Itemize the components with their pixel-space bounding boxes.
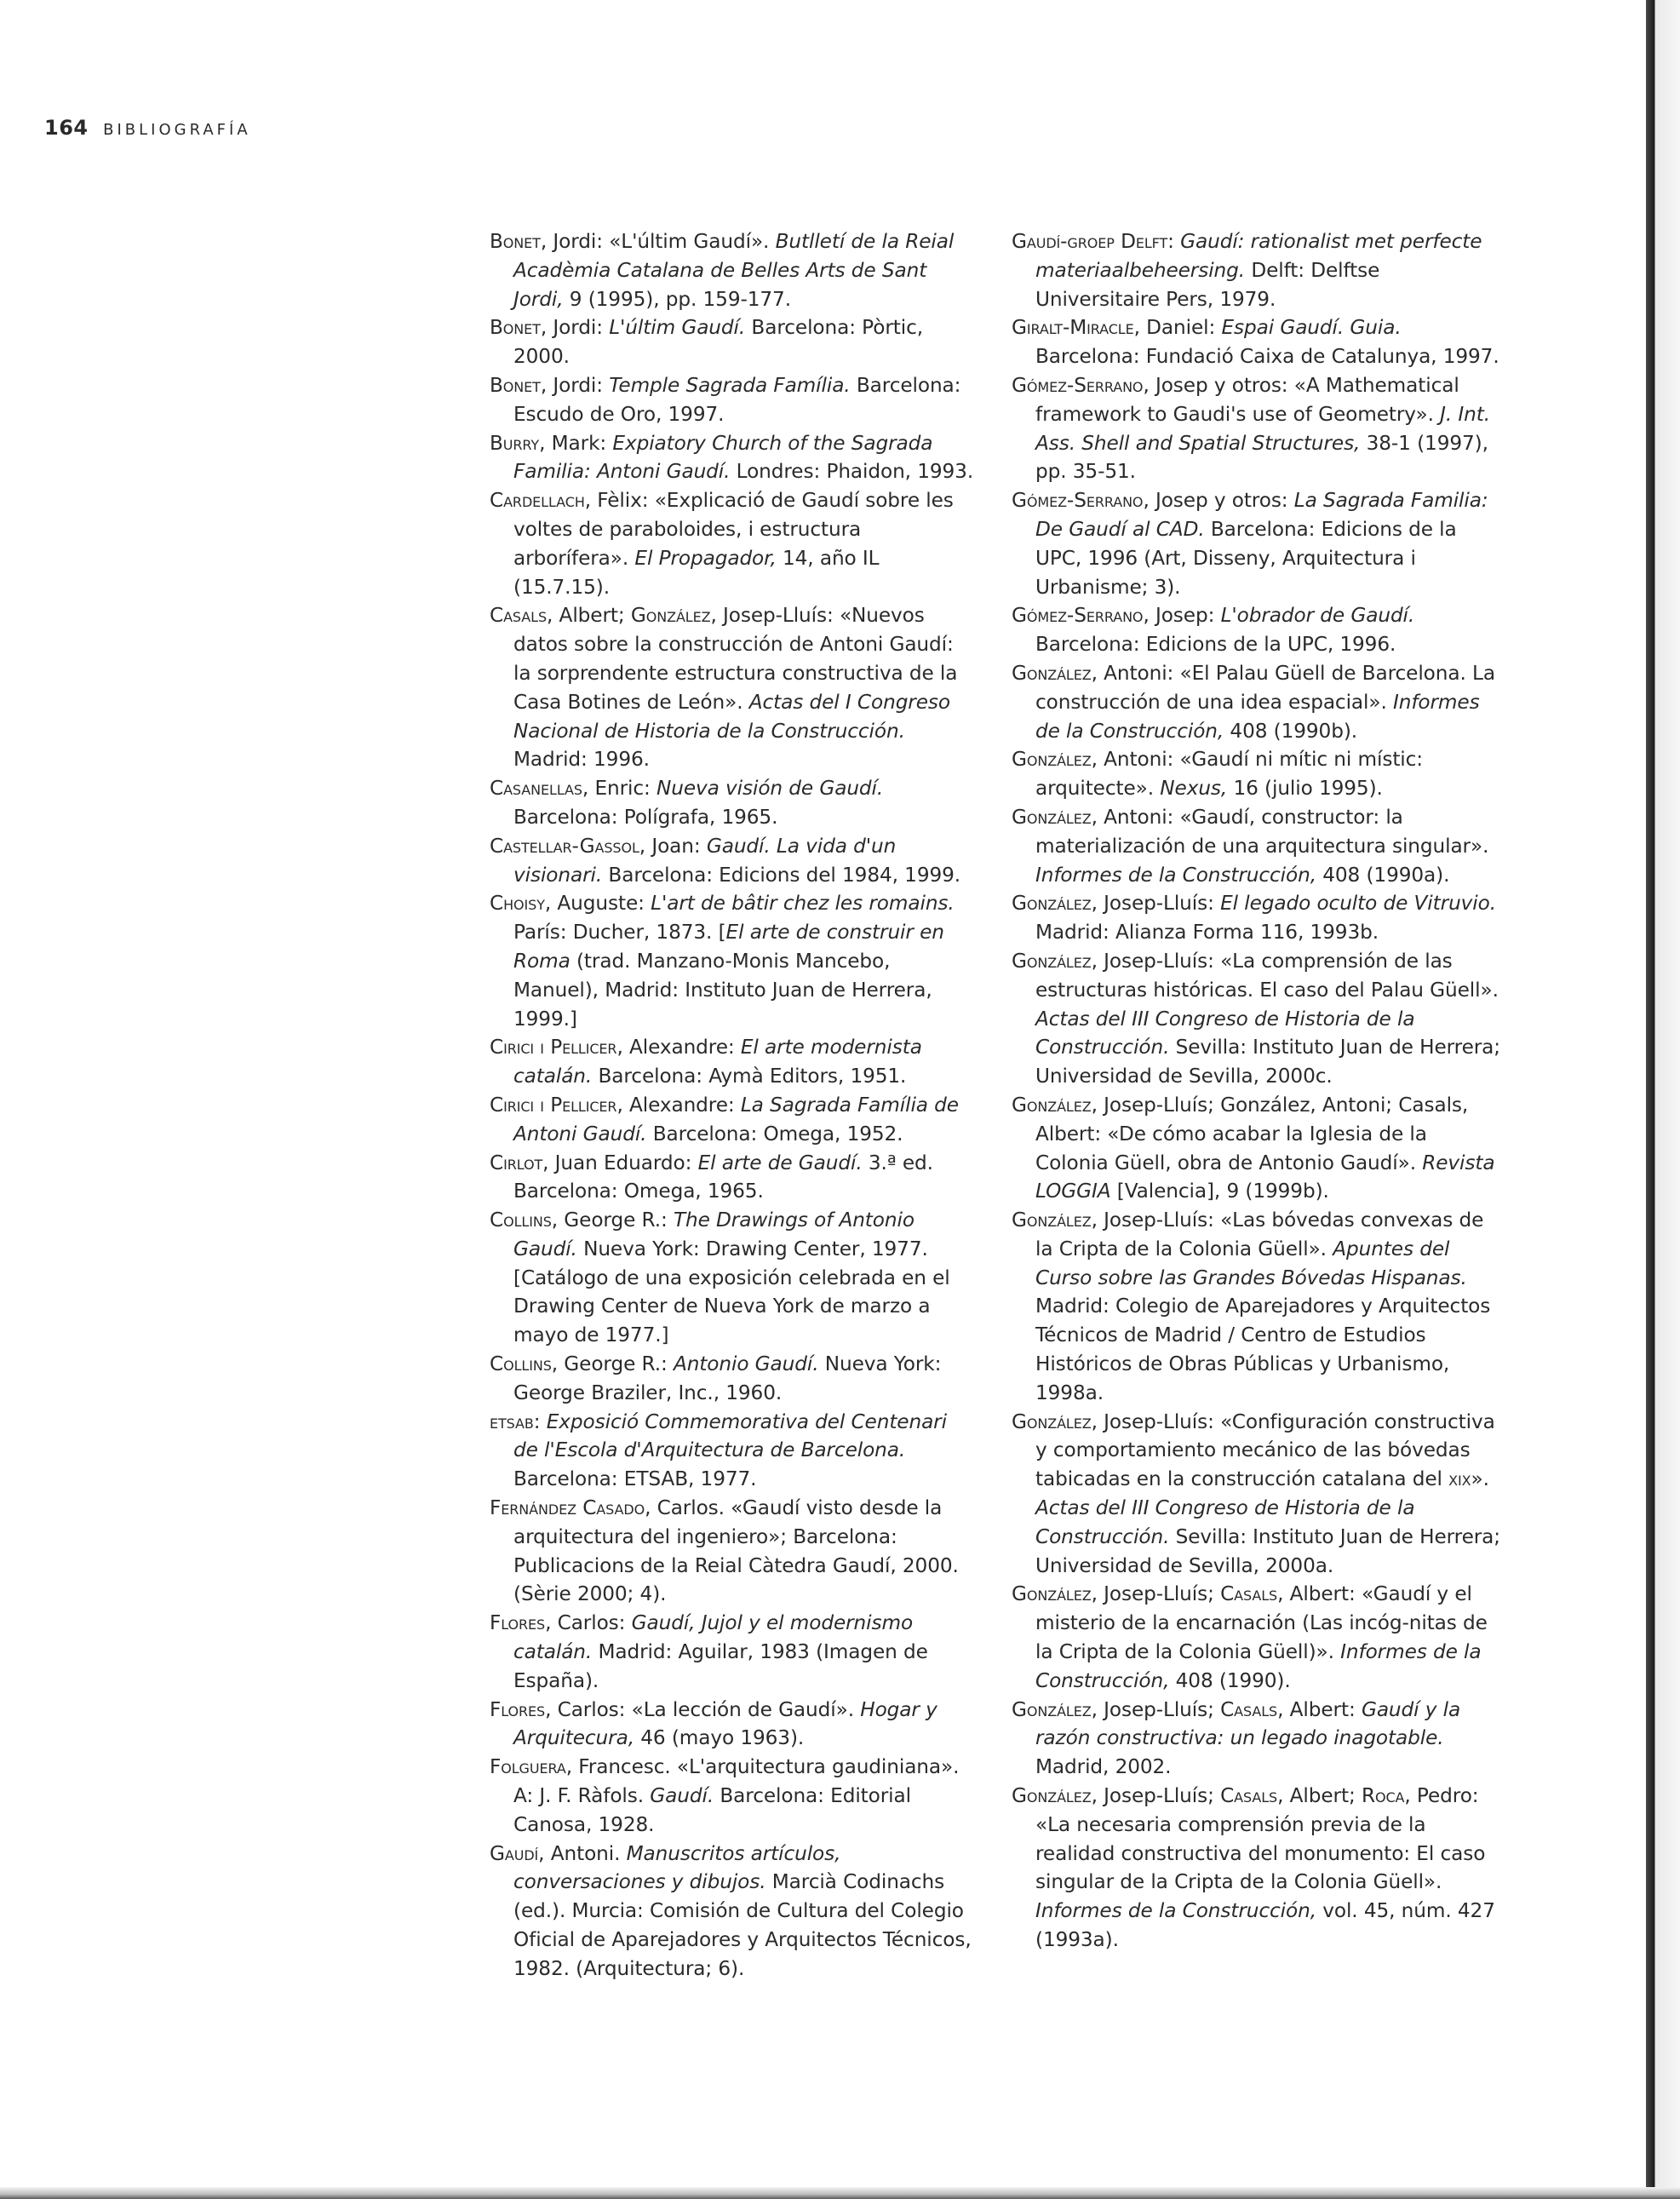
entry-text: , Albert: [1277,1697,1362,1721]
bibliography-entry [490,1696,975,1754]
entry-author: Castellar-Gassol [490,834,639,858]
entry-title-italic: L'obrador de Gaudí. [1220,604,1415,628]
entry-text: , Josep-Lluís: «La comprensión de las estructuras históricas. El caso del Palau Güell». [1035,949,1499,1002]
entry-text: Madrid: Aguilar, 1983 (Imagen de España). [513,1640,928,1692]
entry-text: , Albert; [1277,1784,1362,1808]
page-bottom-edge [0,2187,1680,2199]
entry-text: , Daniel: [1133,316,1222,340]
entry-author: Bonet [490,316,541,340]
entry-text: , Josep-Lluís; [1091,1697,1221,1721]
entry-author: Flores [490,1697,546,1721]
entry-text: : [1167,230,1181,253]
entry-text: París: Ducher, 1873. [ [513,921,726,944]
bibliography-entry [1012,227,1505,313]
entry-author: González [1012,1209,1092,1232]
bibliography-entry [490,429,975,487]
entry-text: , Albert: «Gaudí y el misterio de la encarnación (Las incóg-nitas de la Cripta de la Colonia Güell)». [1035,1582,1488,1664]
entry-author: Gaudí-groep Delft [1012,230,1168,253]
bibliography-entry [490,1609,975,1695]
entry-title-italic: Actas del I Congreso Nacional de Historia de la Construcción. [513,690,950,743]
bibliography-entry [1012,745,1505,803]
entry-author: Bonet [490,373,541,397]
entry-text: , Pedro: «La necesaria comprensión previa de la realidad constructiva del monumento: El caso singular de la Cripta de la Colonia Güell». [1035,1784,1486,1894]
entry-author: González [1012,805,1092,829]
entry-author: González [1012,1410,1092,1433]
bibliography-entry [490,774,975,832]
entry-title-italic: J. Int. Ass. Shell and Spatial Structures, [1035,402,1491,455]
entry-text: Barcelona: ETSAB, 1977. [513,1467,757,1491]
entry-text: Barcelona: Escudo de Oro, 1997. [513,373,961,426]
entry-author: Burry [490,431,540,455]
entry-title-italic: Gaudí. La vida d'un visionari. [513,834,897,887]
entry-author: Flores [490,1611,546,1635]
bibliography-entry [1012,313,1505,371]
entry-title-italic: Gaudí. [650,1784,714,1808]
bibliography-entry [490,486,975,601]
page-number: 164 [44,116,89,140]
entry-text: Madrid: Alianza Forma 116, 1993b. [1035,921,1379,944]
entry-text: Marcià Codinachs (ed.). Murcia: Comisión de Cultura del Colegio Oficial de Aparejadores y Arquitectos Técnicos, 1982. (Arquitectura; 6). [513,1870,972,1980]
entry-text: 16 (julio 1995). [1227,777,1383,801]
entry-text: 9 (1995), pp. 159-177. [563,287,791,311]
entry-text: , Josep-Lluís; González, Antoni; Casals, Albert: «De cómo acabar la Iglesia de la Colonia Güell, obra de Antonio Gaudí». [1035,1093,1469,1174]
entry-text: , Josep-Lluís: «Nuevos datos sobre la construcción de Antoni Gaudí: la sorprendente estructura constructiva de la Casa Botines de León». [513,604,958,714]
entry-title-italic: Informes de la Construcción, [1035,1640,1482,1692]
entry-text: , Albert; [547,604,631,628]
entry-title-italic: El Propagador, [634,546,777,570]
entry-title-italic: Revista LOGGIA [1035,1151,1495,1203]
entry-text: , Josep-Lluís: «Las bóvedas convexas de la Cripta de la Colonia Güell». [1035,1209,1484,1260]
entry-author: Cirlot [490,1151,543,1174]
bibliography-entry [490,227,975,313]
bibliography-entry [490,601,975,774]
entry-text: Casals [1220,1784,1278,1808]
entry-author: Cirici i Pellicer [490,1093,617,1117]
bibliography-entry [1012,659,1505,745]
entry-text: , Josep y otros: «A Mathematical framework to Gaudi's use of Geometry». [1035,373,1459,426]
entry-title-italic: Manuscritos artículos, conversaciones y dibujos. [513,1841,841,1894]
entry-text: Madrid: Colegio de Aparejadores y Arquitectos Técnicos de Madrid / Centro de Estudios Históricos de Obras Públicas y Urbanismo, 1998a. [1035,1295,1491,1404]
entry-text: , Fèlix: «Explicació de Gaudí sobre les voltes de paraboloides, i estructura arborífera». [513,489,954,570]
bibliography-entry [1012,371,1505,486]
entry-text: , George R.: [551,1209,674,1232]
bibliography-entry [490,1840,975,1984]
entry-author: González [1012,1697,1092,1721]
entry-text: , Josep: [1143,604,1221,628]
entry-text: Casals [1220,1697,1278,1721]
bibliography-entry [490,1408,975,1494]
bibliography-entry [490,1350,975,1408]
page-binding-edge [1646,0,1680,2199]
entry-title-italic: Espai Gaudí. Guia. [1221,316,1402,340]
entry-title-italic: El arte de construir en Roma [513,921,944,973]
entry-text: Madrid: 1996. [513,748,650,772]
entry-text: , Josep y otros: [1143,489,1294,513]
entry-author: Cardellach [490,489,585,513]
entry-author: González [1012,949,1092,973]
bibliography-entry [490,1753,975,1839]
entry-author: González [1012,892,1092,916]
entry-text: , Josep-Lluís: [1091,892,1221,916]
entry-author: Fernández Casado [490,1496,645,1520]
bibliography-entry [1012,1408,1505,1581]
entry-author: González [1012,661,1092,685]
entry-text: Barcelona: Pòrtic, 2000. [513,316,924,369]
entry-text: , Carlos: [545,1611,632,1635]
entry-title-italic: Butlletí de la Reial Acadèmia Catalana de Belles Arts de Sant Jordi, [513,230,955,311]
entry-text: Delft: Delftse Universitaire Pers, 1979. [1035,258,1380,311]
entry-title-italic: Nueva visión de Gaudí. [657,777,884,801]
entry-text: Barcelona: Polígrafa, 1965. [513,805,778,829]
entry-text: Londres: Phaidon, 1993. [730,460,974,484]
entry-title-italic: El arte modernista catalán. [513,1036,922,1088]
entry-text: xix [1448,1467,1471,1491]
bibliography-column-left [490,227,975,1984]
entry-text: Barcelona: Editorial Canosa, 1928. [513,1784,911,1836]
entry-text: Barcelona: Edicions del 1984, 1999. [602,863,961,887]
entry-author: González [1012,748,1092,772]
entry-title-italic: Apuntes del Curso sobre las Grandes Bóvedas Hispanas. [1035,1237,1467,1289]
entry-text: , Antoni. [538,1841,627,1865]
entry-title-italic: Hogar y Arquitecura, [513,1697,937,1750]
entry-title-italic: L'art de bâtir chez les romains. [651,892,955,916]
entry-text: , Carlos. «Gaudí visto desde la arquitectura del ingeniero»; Barcelona: Publicacions de la Reial Càtedra Gaudí, 2000. (Sèrie 2000; 4). [513,1496,959,1606]
entry-title-italic: Exposició Commemorativa del Centenari de l'Escola d'Arquitectura de Barcelona. [513,1410,947,1462]
bibliography-column-right [1012,227,1505,1955]
entry-text: , Antoni: «Gaudí, constructor: la materialización de una arquitectura singular». [1035,805,1489,858]
entry-title-italic: L'últim Gaudí. [609,316,746,340]
entry-text: Sevilla: Instituto Juan de Herrera; Universidad de Sevilla, 2000a. [1035,1524,1500,1577]
entry-author: Collins [490,1352,552,1376]
entry-title-italic: Gaudí: rationalist met perfecte materiaalbeheersing. [1035,230,1482,282]
entry-text: 408 (1990). [1169,1668,1291,1692]
entry-author: Folguera [490,1755,566,1779]
entry-text: , Francesc. «L'arquitectura gaudiniana». A: J. F. Ràfols. [513,1755,960,1808]
entry-author: Cirici i Pellicer [490,1036,617,1059]
entry-title-italic: Temple Sagrada Família. [609,373,851,397]
entry-text: , Alexandre: [616,1093,741,1117]
bibliography-entry [490,313,975,371]
entry-title-italic: Gaudí, Jujol y el modernismo catalán. [513,1611,914,1664]
entry-text: (trad. Manzano-Monis Mancebo, Manuel), Madrid: Instituto Juan de Herrera, 1999.] [513,949,932,1031]
entry-title-italic: La Sagrada Familia: De Gaudí al CAD. [1035,489,1488,541]
entry-text: , Josep-Lluís: «Configuración constructiva y comportamiento mecánico de las bóvedas tabicadas en la construcción catalana del [1035,1410,1495,1491]
entry-title-italic: Gaudí y la razón constructiva: un legado inagotable. [1035,1697,1461,1750]
entry-author: Gómez-Serrano [1012,489,1144,513]
bibliography-entry [1012,947,1505,1091]
entry-text: [Valencia], 9 (1999b). [1110,1180,1329,1203]
entry-title-italic: El arte de Gaudí. [697,1151,863,1174]
entry-title-italic: Expiatory Church of the Sagrada Familia: Antoni Gaudí. [513,431,933,484]
section-title: BIBLIOGRAFÍA [103,121,251,139]
entry-author: Casanellas [490,777,582,801]
entry-author: Collins [490,1209,552,1232]
entry-title-italic: Informes de la Construcción, [1035,1899,1316,1923]
entry-text: , Auguste: [544,892,651,916]
entry-text: Sevilla: Instituto Juan de Herrera; Universidad de Sevilla, 2000c. [1035,1036,1500,1088]
entry-title-italic: Nexus, [1160,777,1228,801]
entry-text: 408 (1990b). [1224,719,1358,743]
entry-text: Barcelona: Omega, 1952. [646,1122,903,1145]
bibliography-entry [1012,1782,1505,1955]
bibliography-entry [490,889,975,1033]
entry-title-italic: Actas del III Congreso de Historia de la Construcción. [1035,1007,1415,1059]
entry-text: : [533,1410,547,1433]
entry-title-italic: Informes de la Construcción, [1035,690,1480,743]
entry-text: , Alexandre: [616,1036,741,1059]
bibliography-entry [490,1494,975,1609]
entry-author: Gómez-Serrano [1012,373,1144,397]
entry-text: , Joan: [639,834,707,858]
bibliography-entry [1012,486,1505,601]
entry-text: Barcelona: Fundació Caixa de Catalunya, 1997. [1035,345,1499,369]
entry-text: Nueva York: George Braziler, Inc., 1960. [513,1352,942,1404]
entry-text: Barcelona: Edicions de la UPC, 1996. [1035,633,1396,657]
entry-text: 14, año IL (15.7.15). [513,546,880,599]
bibliography-entry [490,1206,975,1350]
entry-title-italic: Actas del III Congreso de Historia de la Construcción. [1035,1496,1415,1548]
entry-text: ». [1471,1467,1489,1491]
bibliography-entry [1012,1696,1505,1782]
entry-author: Bonet [490,230,541,253]
bibliography-entry [490,1091,975,1149]
entry-author: González [1012,1784,1092,1808]
bibliography-entry [490,832,975,890]
entry-author: Gaudí [490,1841,539,1865]
entry-text: Barcelona: Aymà Editors, 1951. [592,1065,907,1088]
entry-title-italic: La Sagrada Família de Antoni Gaudí. [513,1093,959,1145]
entry-text: Barcelona: Edicions de la UPC, 1996 (Art, Disseny, Arquitectura i Urbanisme; 3). [1035,517,1457,599]
entry-author: etsab [490,1410,534,1433]
entry-text: 38-1 (1997), pp. 35-51. [1035,431,1488,484]
bibliography-entry [490,1033,975,1091]
entry-text: vol. 45, núm. 427 (1993a). [1035,1899,1495,1952]
entry-author: González [1012,1093,1092,1117]
bibliography-entry [1012,1580,1505,1695]
entry-text: , George R.: [551,1352,674,1376]
entry-text: Roca [1361,1784,1405,1808]
entry-text: , Juan Eduardo: [542,1151,698,1174]
bibliography-entry [490,1149,975,1207]
bibliography-entry [1012,889,1505,947]
entry-text: Madrid, 2002. [1035,1755,1172,1779]
entry-text: , Josep-Lluís; [1091,1582,1221,1606]
entry-text: , Antoni: «El Palau Güell de Barcelona. La construcción de una idea espacial». [1035,661,1495,714]
entry-text: , Antoni: «Gaudí ni mític ni místic: arquitecte». [1035,748,1424,801]
entry-author: Gómez-Serrano [1012,604,1144,628]
entry-text: Nueva York: Drawing Center, 1977. [Catálogo de una exposición celebrada en el Drawing Center de Nueva York de marzo a mayo de 1977.] [513,1237,950,1347]
entry-text: , Enric: [582,777,657,801]
entry-title-italic: The Drawings of Antonio Gaudí. [513,1209,915,1260]
entry-author: Casals [490,604,548,628]
entry-title-italic: El legado oculto de Vitruvio. [1220,892,1496,916]
entry-text: , Carlos: «La lección de Gaudí». [545,1697,861,1721]
entry-text: 3.ª ed. Barcelona: Omega, 1965. [513,1151,933,1203]
entry-text: , Mark: [539,431,613,455]
entry-title-italic: Antonio Gaudí. [673,1352,819,1376]
running-header [44,116,251,140]
entry-author: Choisy [490,892,545,916]
bibliography-entry [1012,803,1505,889]
entry-text: , Josep-Lluís; [1091,1784,1221,1808]
entry-title-italic: Informes de la Construcción, [1035,863,1316,887]
entry-text: González [630,604,711,628]
entry-author: González [1012,1582,1092,1606]
bibliography-entry [490,371,975,429]
bibliography-entry [1012,1091,1505,1206]
entry-text: , Jordi: [540,373,610,397]
entry-text: , Jordi: [540,316,610,340]
entry-text: 408 (1990a). [1316,863,1450,887]
entry-text: Casals [1220,1582,1278,1606]
entry-text: 46 (mayo 1963). [634,1726,805,1750]
bibliography-entry [1012,1206,1505,1408]
bibliography-entry [1012,601,1505,659]
entry-author: Giralt-Miracle [1012,316,1134,340]
entry-text: , Jordi: «L'últim Gaudí». [540,230,776,253]
